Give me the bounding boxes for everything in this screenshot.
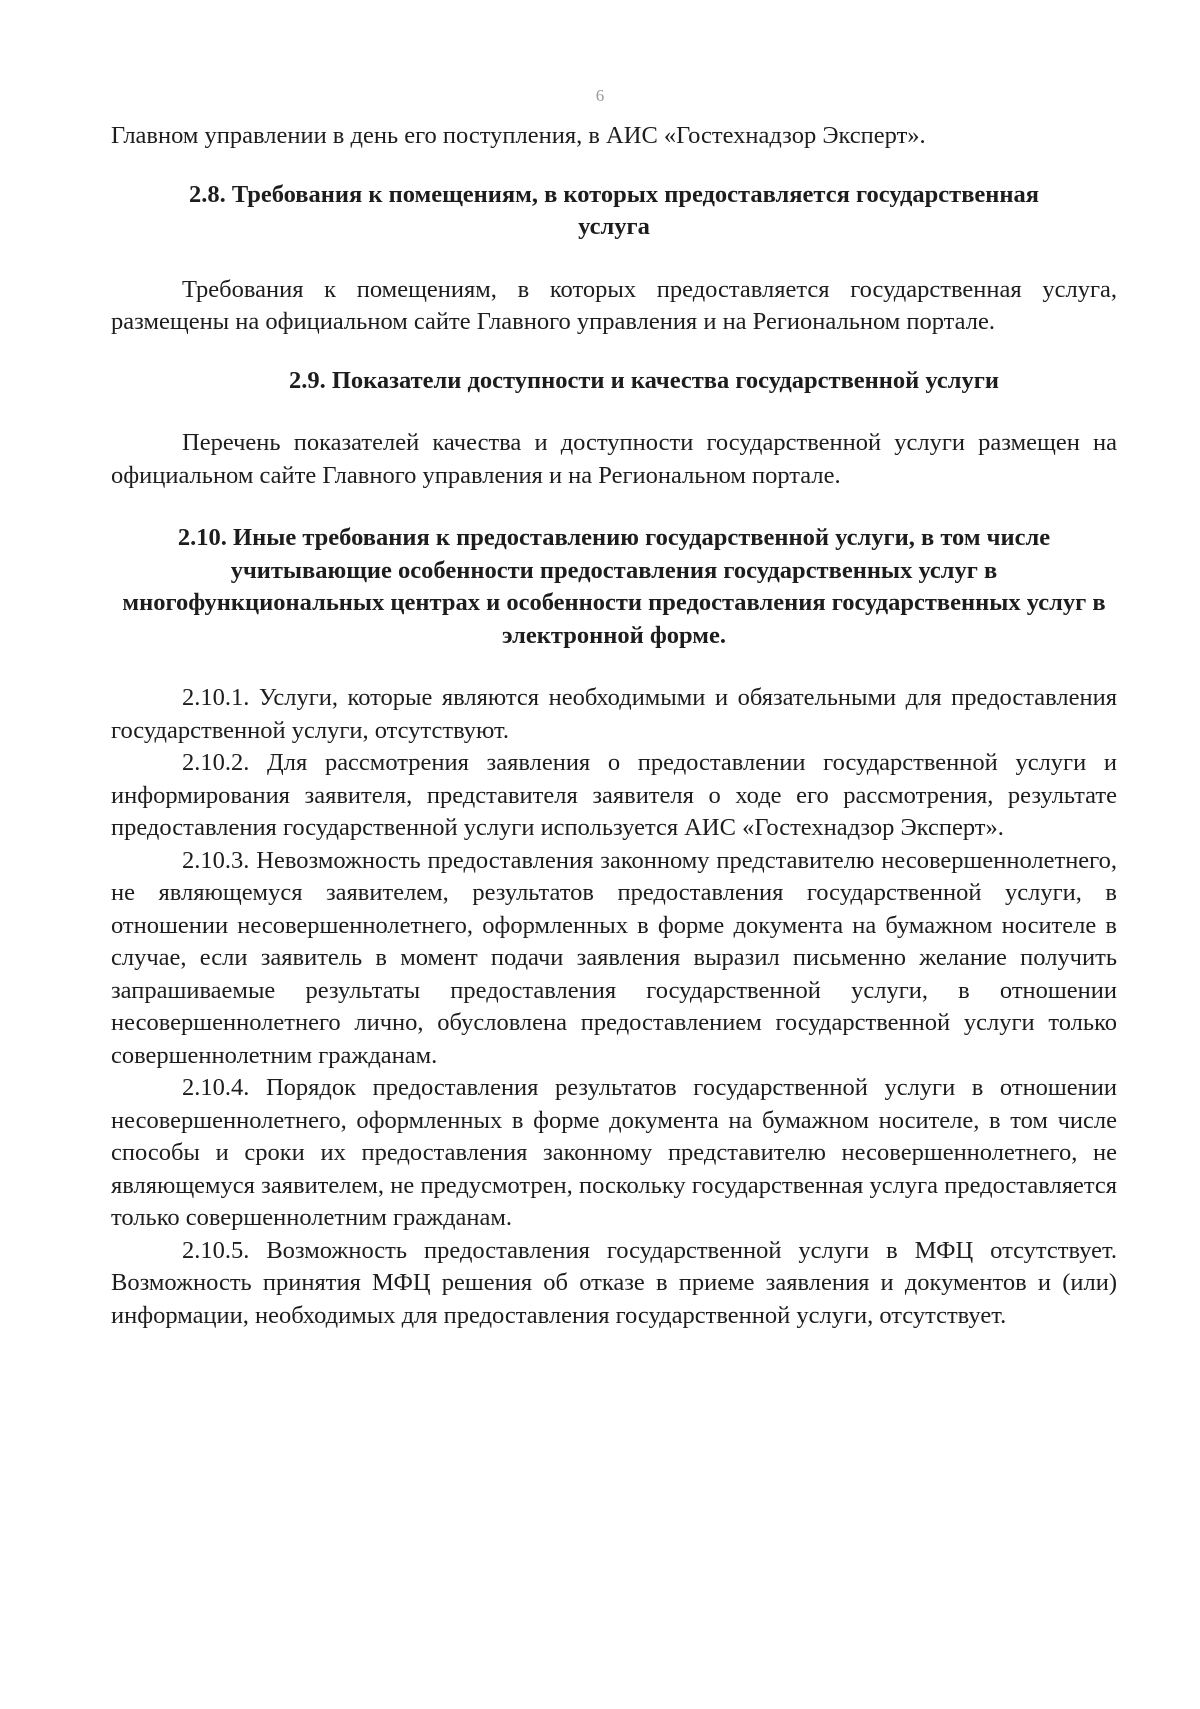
page-number: 6 bbox=[595, 86, 605, 105]
section-2-8-text: Требования к помещениям, в которых предоставляется государственная услуга, размещены на официальном сайте Главного управления и на Региональном портале. bbox=[111, 275, 1117, 335]
paragraph-2-10-2: 2.10.2. Для рассмотрения заявления о предоставлении государственной услуги и информирования заявителя, представителя заявителя о ходе его рассмотрения, результате предоставления государственной услуги используется АИС «Гостехнадзор Эксперт». bbox=[111, 749, 1117, 841]
section-2-9-heading: 2.9. Показатели доступности и качества государственной услуги bbox=[288, 366, 1000, 394]
section-2-10-heading: 2.10. Иные требования к предоставлению государственной услуги, в том числе учитывающие особенности предоставления государственных услуг в многофункциональных центрах и особенности предоставления государственных услуг в электронной форме. bbox=[122, 524, 1106, 649]
paragraph-2-10-4: 2.10.4. Порядок предоставления результатов государственной услуги в отношении несовершеннолетнего, оформленных в форме документа на бумажном носителе, в том числе способы и сроки их предоставления законному представителю несовершеннолетнего, не являющемуся заявителем, не предусмотрен, поскольку государственная услуга предоставляется только совершеннолетним гражданам. bbox=[111, 1074, 1117, 1231]
document-body bbox=[111, 120, 1117, 1332]
section-2-8-heading: 2.8. Требования к помещениям, в которых предоставляется государственная услуга bbox=[188, 180, 1040, 240]
section-2-9-text: Перечень показателей качества и доступности государственной услуги размещен на официальном сайте Главного управления и на Региональном портале. bbox=[111, 429, 1117, 489]
paragraph-2-10-5: 2.10.5. Возможность предоставления государственной услуги в МФЦ отсутствует. Возможность принятия МФЦ решения об отказе в приеме заявления и документов и (или) информации, необходимых для предоставления государственной услуги, отсутствует. bbox=[111, 1236, 1117, 1329]
intro-line: Главном управлении в день его поступления, в АИС «Гостехнадзор Эксперт». bbox=[111, 122, 926, 149]
paragraph-2-10-3: 2.10.3. Невозможность предоставления законному представителю несовершеннолетнего, не являющемуся заявителем, результатов предоставления государственной услуги, в отношении несовершеннолетнего, оформленных в форме документа на бумажном носителе в случае, если заявитель в момент подачи заявления выразил письменно желание получить запрашиваемые результаты предоставления государственной услуги, в отношении несовершеннолетнего лично, обусловлена предоставлением государственной услуги только совершеннолетним гражданам. bbox=[111, 846, 1117, 1069]
paragraph-2-10-1: 2.10.1. Услуги, которые являются необходимыми и обязательными для предоставления государственной услуги, отсутствуют. bbox=[111, 684, 1117, 744]
